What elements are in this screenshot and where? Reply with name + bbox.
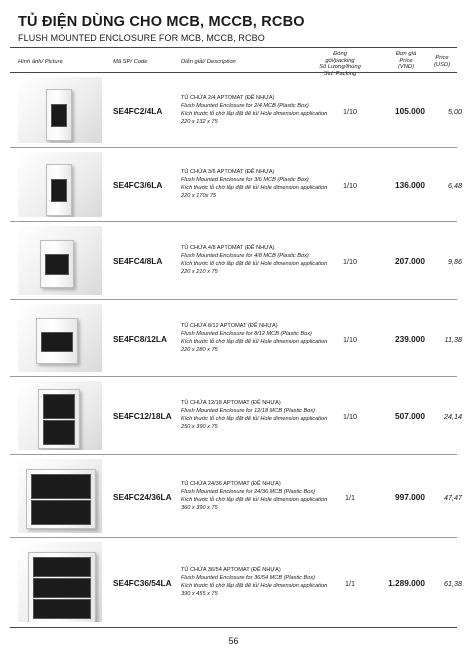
- product-code: SE4FC2/4LA: [113, 106, 163, 116]
- col-header-packing-line1: Đóng gói/packing: [325, 51, 355, 64]
- price-usd: 61,38: [444, 579, 462, 588]
- enclosure-illustration: [46, 89, 72, 141]
- product-code: SE4FC36/54LA: [113, 578, 172, 588]
- enclosure-illustration: [40, 240, 74, 288]
- enclosure-window: [31, 474, 91, 499]
- price-vnd: 207.000: [395, 256, 425, 266]
- packing-qty: 1/10: [343, 335, 357, 344]
- header-top-rule: [10, 47, 457, 48]
- product-row: [10, 222, 462, 300]
- product-code: SE4FC8/12LA: [113, 334, 167, 344]
- description-vn: TỦ CHỨA 4/8 APTOMAT (ĐẾ NHỰA): [181, 245, 275, 251]
- packing-qty: 1/1: [345, 493, 355, 502]
- price-vnd: 1.289.000: [388, 578, 425, 588]
- col-header-code: Mã SP/ Code: [113, 59, 148, 65]
- enclosure-window: [45, 254, 69, 275]
- product-row: [10, 538, 462, 627]
- product-code: SE4FC24/36LA: [113, 492, 172, 502]
- packing-qty: 1/10: [343, 107, 357, 116]
- col-header-price-vnd-line3: (VND): [397, 64, 415, 71]
- col-header-price-vnd: [386, 51, 426, 71]
- product-row: [10, 377, 462, 455]
- hole-dimension-label: Kích thước lỗ chờ lắp đặt đế tủ/ Hole dimension application: [181, 497, 328, 504]
- hole-dimension-value: 360 x 390 x 75: [181, 504, 218, 511]
- description-vn: TỦ CHỨA 3/6 APTOMAT (ĐẾ NHỰA): [181, 169, 275, 175]
- col-header-price-vnd-line2: Price: [399, 57, 413, 64]
- enclosure-window: [31, 500, 91, 525]
- enclosure-window: [43, 420, 75, 445]
- enclosure-illustration: [38, 389, 80, 449]
- price-vnd: 507.000: [395, 411, 425, 421]
- hole-dimension-label: Kích thước lỗ chờ lắp đặt đế tủ/ Hole dimension application: [181, 111, 328, 118]
- product-description: [181, 95, 351, 126]
- description-en: Flush Mounted Enclosure for 2/4 MCB (Plastic Box): [181, 102, 309, 109]
- description-en: Flush Mounted Enclosure for 24/36 MCB (Plastic Box): [181, 488, 315, 495]
- product-row: [10, 300, 462, 377]
- col-header-price-usd: [428, 55, 456, 68]
- hole-dimension-value: 250 x 390 x 75: [181, 423, 218, 430]
- footer-rule: [10, 627, 457, 628]
- enclosure-illustration: [46, 164, 72, 216]
- enclosure-illustration: [28, 552, 96, 622]
- hole-dimension-label: Kích thước lỗ chờ lắp đặt đế tủ/ Hole dimension application: [181, 185, 328, 192]
- price-usd: 47,47: [444, 493, 462, 502]
- product-image: [18, 304, 102, 372]
- product-description: [181, 323, 351, 354]
- enclosure-window: [33, 599, 91, 619]
- product-description: [181, 567, 351, 598]
- product-image: [18, 381, 102, 450]
- price-vnd: 997.000: [395, 492, 425, 502]
- price-usd: 9,86: [448, 257, 462, 266]
- hole-dimension-label: Kích thước lỗ chờ lắp đặt đế tủ/ Hole dimension application: [181, 339, 328, 346]
- col-header-picture: Hình ảnh/ Picture: [18, 59, 63, 65]
- description-en: Flush Mounted Enclosure for 36/54 MCB (Plastic Box): [181, 574, 315, 581]
- packing-qty: 1/10: [343, 181, 357, 190]
- page-title: TỦ ĐIỆN DÙNG CHO MCB, MCCB, RCBO: [18, 14, 305, 30]
- enclosure-illustration: [36, 318, 78, 364]
- product-image: [18, 77, 102, 143]
- hole-dimension-value: 390 x 455 x 75: [181, 590, 218, 597]
- enclosure-illustration: [26, 469, 96, 529]
- product-description: [181, 245, 351, 276]
- page-number: 56: [228, 636, 239, 646]
- enclosure-window: [51, 104, 67, 127]
- price-vnd: 105.000: [395, 106, 425, 116]
- description-en: Flush Mounted Enclosure for 3/6 MCB (Plastic Box): [181, 176, 309, 183]
- price-usd: 24,14: [444, 412, 462, 421]
- page-subtitle: FLUSH MOUNTED ENCLOSURE FOR MCB, MCCB, RCBO: [18, 33, 265, 43]
- col-header-description: Diễn giải/ Description: [181, 59, 236, 65]
- col-header-price-vnd-line1: Đơn giá: [395, 51, 417, 57]
- col-header-price-usd-line2: (USD): [433, 61, 451, 68]
- hole-dimension-value: 220 x 132 x 75: [181, 118, 218, 125]
- product-row: [10, 148, 462, 222]
- col-header-packing-line3: Std. Packing: [323, 70, 357, 77]
- hole-dimension-label: Kích thước lỗ chờ lắp đặt đế tủ/ Hole dimension application: [181, 416, 328, 423]
- price-usd: 5,00: [448, 107, 462, 116]
- product-code: SE4FC4/8LA: [113, 256, 163, 266]
- hole-dimension-value: 220 x 210 x 75: [181, 268, 218, 275]
- product-code: SE4FC3/6LA: [113, 180, 163, 190]
- enclosure-window: [51, 179, 67, 202]
- description-vn: TỦ CHỨA 8/12 APTOMAT (ĐẾ NHỰA): [181, 323, 278, 329]
- product-image: [18, 459, 102, 533]
- description-vn: TỦ CHỨA 24/36 APTOMAT (ĐẾ NHỰA): [181, 481, 281, 487]
- packing-qty: 1/10: [343, 412, 357, 421]
- description-en: Flush Mounted Enclosure for 8/12 MCB (Plastic Box): [181, 330, 312, 337]
- product-image: [18, 152, 102, 217]
- enclosure-window: [43, 394, 75, 419]
- description-vn: TỦ CHỨA 12/18 APTOMAT (ĐẾ NHỰA): [181, 400, 281, 406]
- description-en: Flush Mounted Enclosure for 12/18 MCB (Plastic Box): [181, 407, 315, 414]
- product-row: [10, 455, 462, 538]
- enclosure-window: [33, 578, 91, 598]
- product-description: [181, 481, 351, 512]
- hole-dimension-value: 220 x 170x 75: [181, 192, 217, 199]
- enclosure-window: [41, 332, 73, 352]
- price-vnd: 136.000: [395, 180, 425, 190]
- hole-dimension-label: Kích thước lỗ chờ lắp đặt đế tủ/ Hole dimension application: [181, 583, 328, 590]
- product-row: [10, 70, 462, 148]
- price-usd: 6,48: [448, 181, 462, 190]
- hole-dimension-value: 220 x 280 x 75: [181, 346, 218, 353]
- col-header-price-usd-line1: Price: [435, 55, 449, 61]
- packing-qty: 1/10: [343, 257, 357, 266]
- product-image: [18, 542, 102, 622]
- description-vn: TỦ CHỨA 2/4 APTOMAT (ĐẾ NHỰA): [181, 95, 275, 101]
- packing-qty: 1/1: [345, 579, 355, 588]
- price-usd: 11,38: [444, 335, 462, 344]
- product-description: [181, 169, 351, 200]
- product-description: [181, 400, 351, 431]
- product-code: SE4FC12/18LA: [113, 411, 172, 421]
- col-header-packing-line2: Số Lượng/thùng: [319, 64, 361, 71]
- enclosure-window: [33, 557, 91, 577]
- price-vnd: 239.000: [395, 334, 425, 344]
- description-vn: TỦ CHỨA 36/54 APTOMAT (ĐẾ NHỰA): [181, 567, 281, 573]
- hole-dimension-label: Kích thước lỗ chờ lắp đặt đế tủ/ Hole dimension application: [181, 261, 328, 268]
- description-en: Flush Mounted Enclosure for 4/8 MCB (Plastic Box): [181, 252, 309, 259]
- product-image: [18, 226, 102, 295]
